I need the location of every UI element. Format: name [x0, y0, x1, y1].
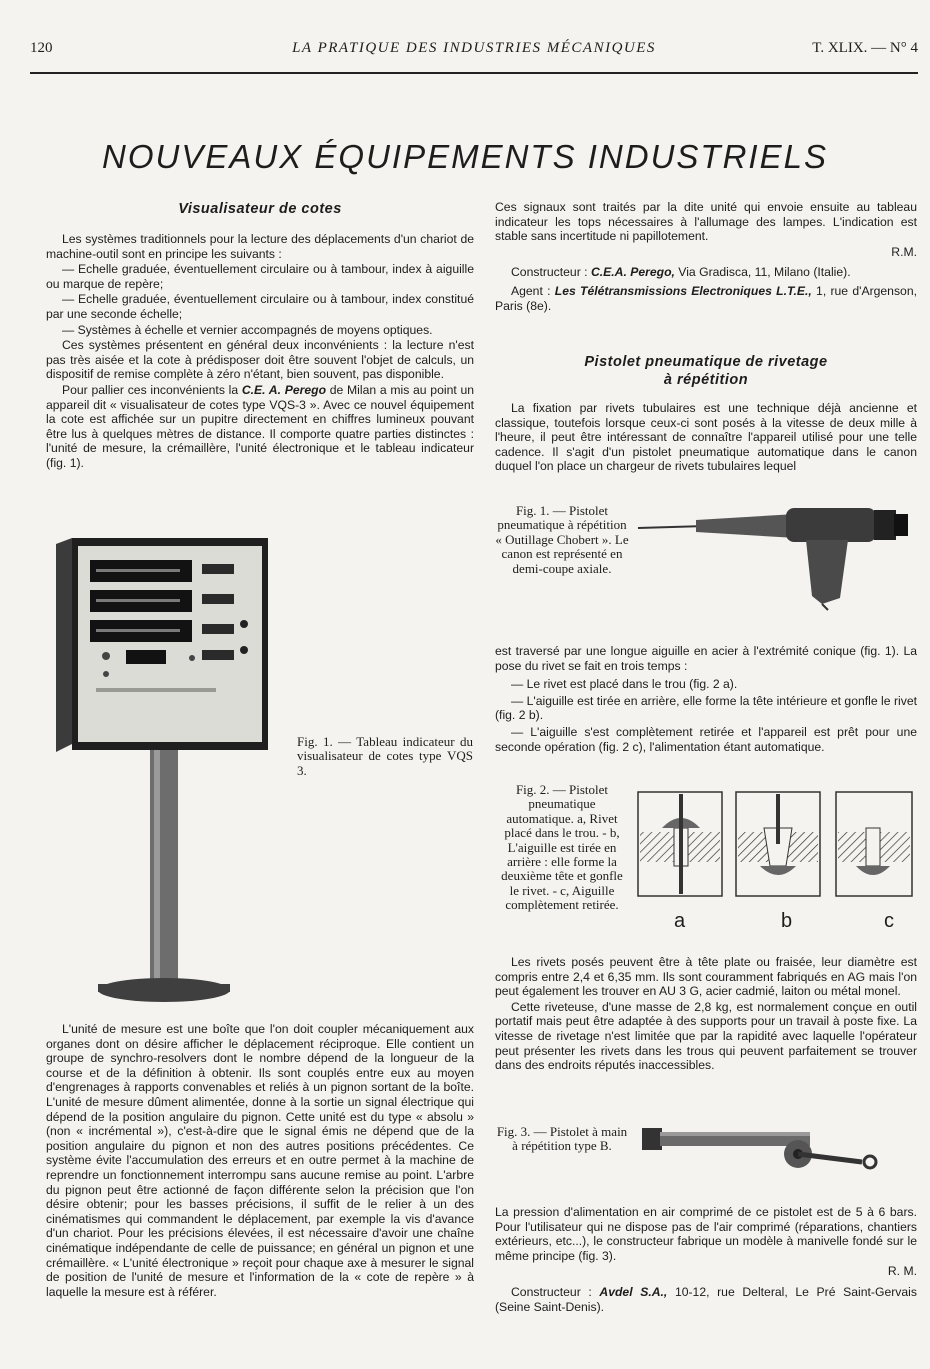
company-name: C.E. A. Perego	[241, 382, 327, 397]
paragraph: Les rivets posés peuvent être à tête plate ou fraisée, leur diamètre est compris entre 2,4 et 6,35 mm. Ils sont couramment fabriqués en AG mais l'on peut également les trouver en AU 3 G, acier cadmié, laiton ou métal monel.	[495, 955, 917, 999]
paragraph: La fixation par rivets tubulaires est une technique déjà ancienne et classique, toutefois lorsque ceux-ci sont posés à la vitesse de deux mille à l'heure, il peut être intéressant de connaître l'appareil utilisé pour une telle cadence. Il s'agit d'un pistolet pneumatique automatique dans le canon duquel l'on place un chargeur de rivets tubulaires lequel	[495, 401, 917, 474]
figure-pistolet-caption: Fig. 1. — Pistolet pneumatique à répétition « Outillage Chobert ». Le canon est représenté en demi-coupe axiale.	[495, 503, 629, 576]
constructor-name: C.E.A. Perego,	[590, 265, 675, 280]
figure-label-b: b	[781, 910, 793, 932]
figure-label-c: c	[884, 910, 894, 932]
figure-indicator-panel	[56, 538, 276, 1008]
paragraph: L'unité de mesure est une boîte que l'on doit coupler mécaniquement aux organes dont on désire afficher le déplacement réciproque. Elle contient un groupe de synchro-resolvers dont le nombre dépend de la longueur de la course et de la définition à obtenir. Ils sont couplés entre eux au moyen d'engrenages à rapports convenables et reliés à un pignon sortant de la boîte. L'unité de mesure dûment alimentée, donne à la sortie un signal électrique qui dépend de la position angulaire du pignon. Cette unité est du type « absolu » (non « incrémental »), c'est-à-dire que le signal émis ne dépend que de la position angulaire du pignon et non des autres positions précédentes. Ce système évite l'accumulation des erreurs et en outre permet à la machine de reprendre un fonctionnement interrompu sans aucune remise au point. L'arbre du pignon peut être actionné de façon différente selon la précision que l'on désire obtenir; pour les basses précisions, il suffit de le relier à un des cinématismes qui commandent le déplacement, par exemple la vis d'avance d'un chariot. Pour les précisions élevées, il est nécessaire d'avoir une chaîne cinématique indépendante de celle de puissance; en général un pignon et une crémaillère. « L'unité électronique » reçoit pour chaque axe à mesurer le signal de position de l'unité de mesure et l'information de la « cote de repère » à laquelle la mesure est à référer.	[46, 1022, 474, 1299]
paragraph: Ces systèmes présentent en général deux inconvénients : la lecture n'est pas très aisée et la cote à prédisposer doit être souvent l'objet de calculs, un dispositif de remise complète à zéro n'étant, bien souvent, pas disponible.	[46, 338, 474, 382]
constructor-name: Avdel S.A.,	[599, 1284, 668, 1299]
article-visualisateur-intro	[46, 200, 474, 472]
constructor-line: Constructeur : Avdel S.A., 10-12, rue Delteral, Le Pré Saint-Gervais (Seine Saint-Denis).	[495, 1284, 917, 1314]
figure-rivet-steps	[636, 788, 916, 900]
article-visualisateur-body	[46, 1022, 474, 1300]
signature: R. M.	[887, 1264, 917, 1279]
list-item: — Systèmes à échelle et vernier accompagnés de moyens optiques.	[62, 322, 433, 337]
paragraph: La pression d'alimentation en air comprimé de ce pistolet est de 5 à 6 bars. Pour l'utilisateur qui ne dispose pas de l'air comprimé (réparations, chantiers extérieurs, etc...), le constructeur fabrique un modèle à manivelle fondé sur le même principe (fig. 3).	[495, 1205, 917, 1263]
article-pistolet-steps	[495, 644, 917, 755]
paragraph: Ces signaux sont traités par la dite unité qui envoie ensuite au tableau indicateur les tops nécessaires à l'allumage des lampes. L'indication est stable sans incertitude ni papillotement.	[495, 200, 917, 244]
article-pistolet-end	[495, 1205, 917, 1315]
section-title-visualisateur: Visualisateur de cotes	[178, 201, 342, 217]
paragraph-perego: Pour pallier ces inconvénients la C.E. A. Perego de Milan a mis au point un appareil dit « visualisateur de cotes type VQS-3 ». Avec ce nouvel équipement la cote est affichée sur un pupitre directement en chiffres lumineux pouvant être lus à quelques mètres de distance. Il comporte quatre parties distinctes : l'unité de mesure, la crémaillère, l'unité électronique et le tableau indicateur (fig. 1).	[46, 382, 475, 470]
figure-label-a: a	[674, 910, 686, 932]
list-item: — Echelle graduée, éventuellement circulaire ou à tambour, index constitué par une seconde échelle;	[46, 292, 474, 321]
constructor-line: Constructeur : C.E.A. Perego, Via Gradisca, 11, Milano (Italie).	[511, 265, 851, 280]
agent-line: Agent : Les Télétransmissions Electroniques L.T.E., 1, rue d'Argenson, Paris (8e).	[495, 283, 917, 313]
paragraph: est traversé par une longue aiguille en acier à l'extrémité conique (fig. 1). La pose du rivet se fait en trois temps :	[495, 644, 917, 673]
signature: R.M.	[891, 244, 917, 259]
article-pistolet-intro	[495, 401, 917, 475]
figure-pneumatic-gun	[636, 500, 916, 612]
volume-number: T. XLIX. — N° 4	[812, 40, 918, 56]
section-title-pistolet: Pistolet pneumatique de rivetage à répétition	[584, 354, 828, 388]
step-a: — Le rivet est placé dans le trou (fig. 2 a).	[511, 677, 738, 692]
page-number: 120	[30, 40, 53, 56]
paragraph: Les systèmes traditionnels pour la lecture des déplacements d'un chariot de machine-outil sont en principe les suivants :	[46, 232, 474, 261]
header-rule	[30, 72, 918, 74]
journal-title: LA PRATIQUE DES INDUSTRIES MÉCANIQUES	[292, 40, 656, 56]
list-item: — Echelle graduée, éventuellement circulaire ou à tambour, index à aiguille ou marque de repère;	[46, 262, 474, 291]
paragraph: Cette riveteuse, d'une masse de 2,8 kg, est normalement conçue en outil portatif mais peut être adaptée à des supports pour un travail à poste fixe. La vitesse de rivetage n'est limitée que par la rapidité avec laquelle l'opérateur peut présenter les rivets dans les trous qui peuvent parfaitement se trouver dans des endroits réputés inaccessibles.	[495, 999, 917, 1073]
step-c: — L'aiguille s'est complètement retirée et l'appareil est prêt pour une seconde opération (fig. 2 c), l'alimentation étant automatique.	[495, 724, 917, 754]
agent-name: Les Télétransmissions Electroniques L.T.E.,	[554, 283, 812, 298]
figure-hand-riveter	[640, 1116, 916, 1178]
figure-1-caption: Fig. 1. — Tableau indicateur du visualisateur de cotes type VQS 3.	[297, 734, 473, 778]
step-b: — L'aiguille est tirée en arrière, elle forme la tête intérieure et gonfle le rivet (fig. 2 b).	[495, 693, 917, 723]
article-visualisateur-end	[495, 200, 917, 314]
figure-3-caption: Fig. 3. — Pistolet à main à répétition type B.	[496, 1124, 628, 1154]
figure-2-caption: Fig. 2. — Pistolet pneumatique automatique. a, Rivet placé dans le trou. - b, L'aiguille est tirée en arrière : elle forme la deuxième tête et gonfle le rivet. - c, Aiguille complètement retirée.	[501, 782, 623, 913]
page-title: NOUVEAUX ÉQUIPEMENTS INDUSTRIELS	[102, 138, 828, 176]
running-header	[30, 40, 918, 62]
article-pistolet-body	[495, 955, 917, 1074]
